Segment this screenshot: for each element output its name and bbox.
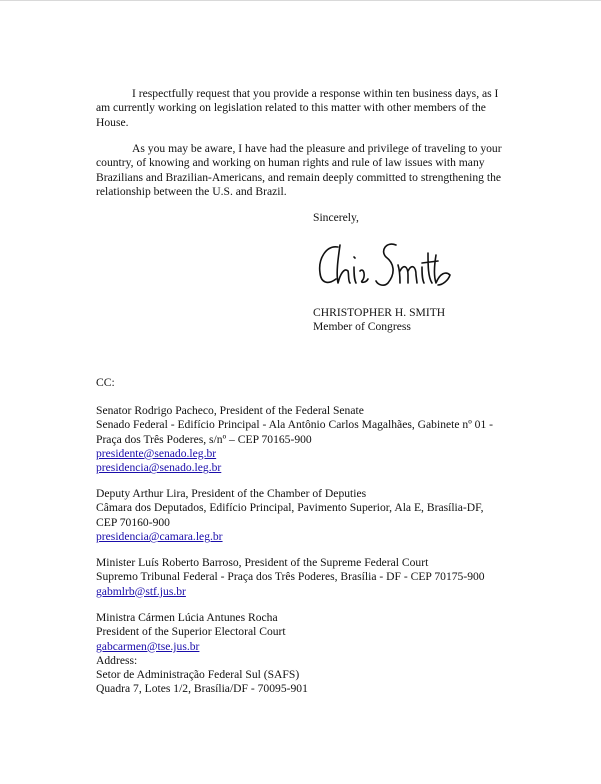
email-link[interactable]: presidencia@senado.leg.br bbox=[96, 461, 222, 475]
recipient-line: Ministra Cármen Lúcia Antunes Rocha bbox=[96, 611, 278, 624]
recipient-line: Deputy Arthur Lira, President of the Chamber of Deputies bbox=[96, 487, 367, 500]
handwritten-signature bbox=[316, 237, 456, 299]
paragraph1-line-1: I respectfully request that you provide a response within ten business days, as I bbox=[132, 87, 499, 100]
recipient-line: Senator Rodrigo Pacheco, President of the Federal Senate bbox=[96, 404, 364, 417]
signer-title: Member of Congress bbox=[313, 320, 411, 334]
recipient-line: Supremo Tribunal Federal - Praça dos Três Poderes, Brasília - DF - CEP 70175-900 bbox=[96, 570, 485, 584]
email-link[interactable]: gabmlrb@stf.jus.br bbox=[96, 584, 186, 598]
recipient-line: CEP 70160-900 bbox=[96, 515, 170, 529]
email-link[interactable]: presidencia@camara.leg.br bbox=[96, 529, 223, 543]
recipient-line: President of the Superior Electoral Court bbox=[96, 625, 286, 639]
recipient-line: Câmara dos Deputados, Edifício Principal, Pavimento Superior, Ala E, Brasília-DF, bbox=[96, 501, 484, 515]
paragraph2-line-2: country, of knowing and working on human rights and rule of law issues with many bbox=[96, 156, 485, 170]
address-label: Address: bbox=[96, 653, 138, 667]
address-line: Setor de Administração Federal Sul (SAFS) bbox=[96, 668, 300, 682]
paragraph1-line-2: am currently working on legislation related to this matter with other members of the bbox=[96, 101, 486, 115]
recipient-line: Senado Federal - Edifício Principal - Ala Antônio Carlos Magalhães, Gabinete nº 01 - bbox=[96, 418, 494, 432]
recipient-line: Praça dos Três Poderes, s/nº – CEP 70165-900 bbox=[96, 432, 312, 446]
cc-recipient-electoral-court bbox=[96, 611, 526, 697]
paragraph2-line-1: As you may be aware, I have had the pleasure and privilege of traveling to your bbox=[132, 142, 502, 155]
address-line: Quadra 7, Lotes 1/2, Brasília/DF - 70095-901 bbox=[96, 682, 308, 696]
cc-recipient-senate bbox=[96, 404, 526, 475]
email-link[interactable]: presidente@senado.leg.br bbox=[96, 446, 217, 460]
paragraph1-line-3: House. bbox=[96, 115, 129, 129]
paragraph2-line-4: relationship between the U.S. and Brazil. bbox=[96, 184, 287, 198]
signer-name: CHRISTOPHER H. SMITH bbox=[313, 306, 446, 319]
paragraph-response-request bbox=[96, 87, 520, 130]
cc-recipient-supreme-court bbox=[96, 556, 526, 599]
paragraph2-line-3: Brazilians and Brazilian-Americans, and remain deeply committed to strengthening the bbox=[96, 170, 502, 184]
paragraph-relationship bbox=[96, 142, 520, 199]
recipient-line: Minister Luís Roberto Barroso, President of the Supreme Federal Court bbox=[96, 556, 429, 569]
cc-label: CC: bbox=[96, 376, 115, 389]
cc-recipient-chamber bbox=[96, 487, 526, 544]
email-link[interactable]: gabcarmen@tse.jus.br bbox=[96, 639, 200, 653]
closing-salutation: Sincerely, bbox=[313, 211, 359, 224]
signer-block bbox=[313, 306, 445, 335]
